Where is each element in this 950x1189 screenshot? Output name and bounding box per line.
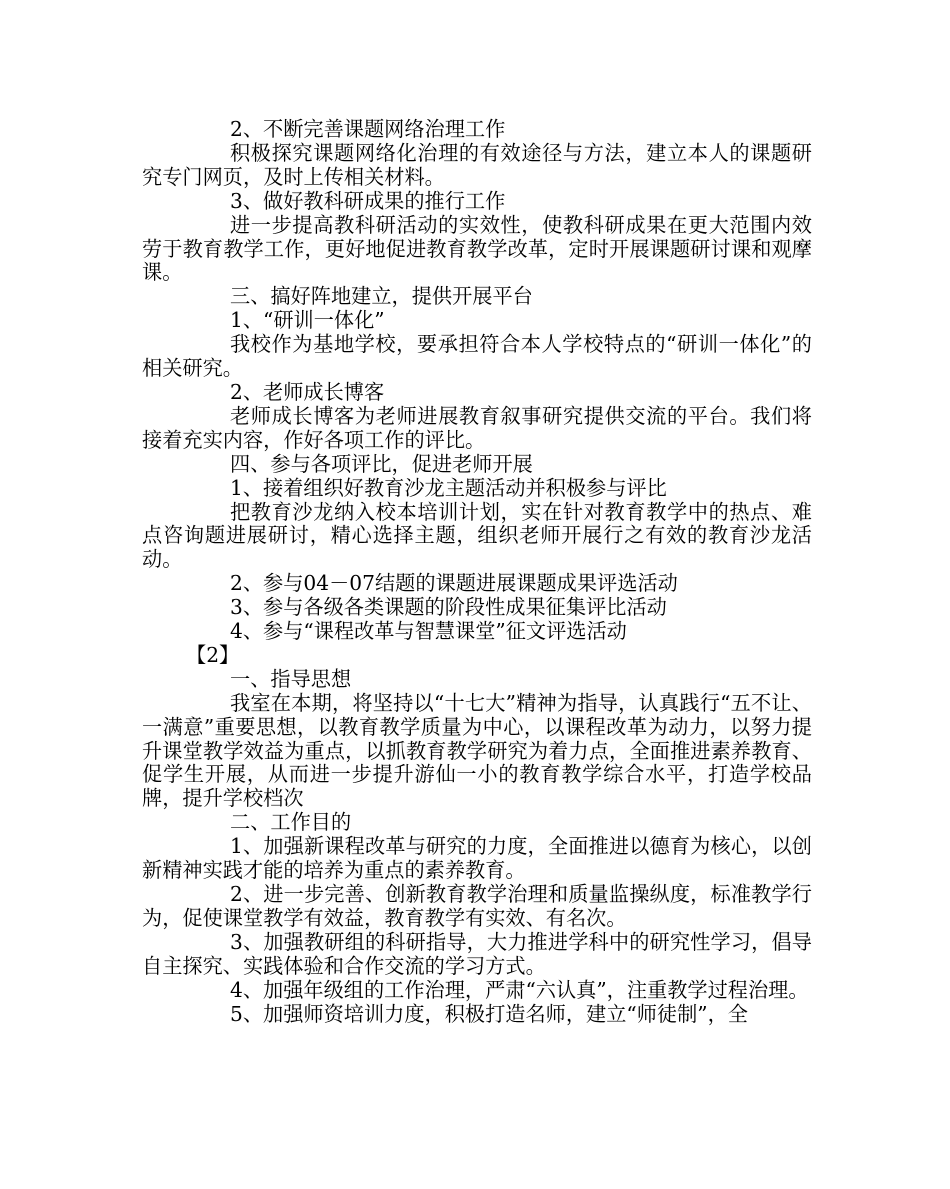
- section-heading: 四、参与各项评比，促进老师开展: [230, 451, 533, 476]
- section-heading: 一、指导思想: [230, 666, 352, 691]
- document-paragraph: 积极探究课题网络化治理的有效途径与方法，建立本人的课题研究专门网页，及时上传相关材料。: [142, 140, 812, 189]
- document-paragraph: 5、加强师资培训力度，积极打造名师，建立“师徒制”，全: [230, 1001, 748, 1026]
- document-paragraph: 1、“研训一体化”: [230, 308, 385, 333]
- document-paragraph: 2、参与04－07结题的课题进展课题成果评选活动: [230, 571, 678, 596]
- document-paragraph: 1、接着组织好教育沙龙主题活动并积极参与评比: [230, 475, 667, 500]
- document-paragraph: 1、加强新课程改革与研究的力度，全面推进以德育为核心，以创新精神实践才能的培养为重点的素养教育。: [142, 834, 812, 883]
- document-paragraph: 2、不断完善课题网络治理工作: [230, 117, 506, 141]
- document-paragraph: 3、做好教科研成果的推行工作: [230, 188, 506, 213]
- document-paragraph: 进一步提高教科研活动的实效性，使教科研成果在更大范围内效劳于教育教学工作，更好地促进教育教学改革，定时开展课题研讨课和观摩课。: [142, 212, 812, 285]
- document-paragraph: 3、参与各级各类课题的阶段性成果征集评比活动: [230, 595, 667, 620]
- document-paragraph: 2、进一步完善、创新教育教学治理和质量监操纵度，标准教学行为，促使课堂教学有效益，教育教学有实效、有名次。: [142, 882, 812, 930]
- document-page: [142, 118, 812, 1026]
- document-paragraph: 老师成长博客为老师进展教育叙事研究提供交流的平台。我们将接着充实内容，作好各项工作的评比。: [142, 403, 812, 452]
- section-marker: 【2】: [186, 642, 240, 667]
- document-paragraph: 我室在本期，将坚持以“十七大”精神为指导，认真践行“五不让、一满意”重要思想，以教育教学质量为中心，以课程改革为动力，以努力提升课堂教学效益为重点，以抓教育教学研究为着力点，全面推进素养教育、促学生开展，从而进一步提升游仙一小的教育教学综合水平，打造学校品牌，提升学校档次: [142, 690, 812, 811]
- section-heading: 二、工作目的: [230, 810, 352, 835]
- document-paragraph: 我校作为基地学校，要承担符合本人学校特点的“研训一体化”的相关研究。: [142, 332, 812, 381]
- document-paragraph: 2、老师成长博客: [230, 379, 385, 404]
- document-paragraph: 4、加强年级组的工作治理，严肃“六认真”，注重教学过程治理。: [230, 977, 809, 1002]
- document-paragraph: 把教育沙龙纳入校本培训计划，实在针对教育教学中的热点、难点咨询题进展研讨，精心选择主题，组织老师开展行之有效的教育沙龙活动。: [142, 499, 812, 572]
- section-heading: 三、搞好阵地建立，提供开展平台: [230, 284, 533, 309]
- document-paragraph: 3、加强教研组的科研指导，大力推进学科中的研究性学习，倡导自主探究、实践体验和合作交流的学习方式。: [142, 929, 812, 978]
- document-paragraph: 4、参与“课程改革与智慧课堂”征文评选活动: [230, 619, 627, 644]
